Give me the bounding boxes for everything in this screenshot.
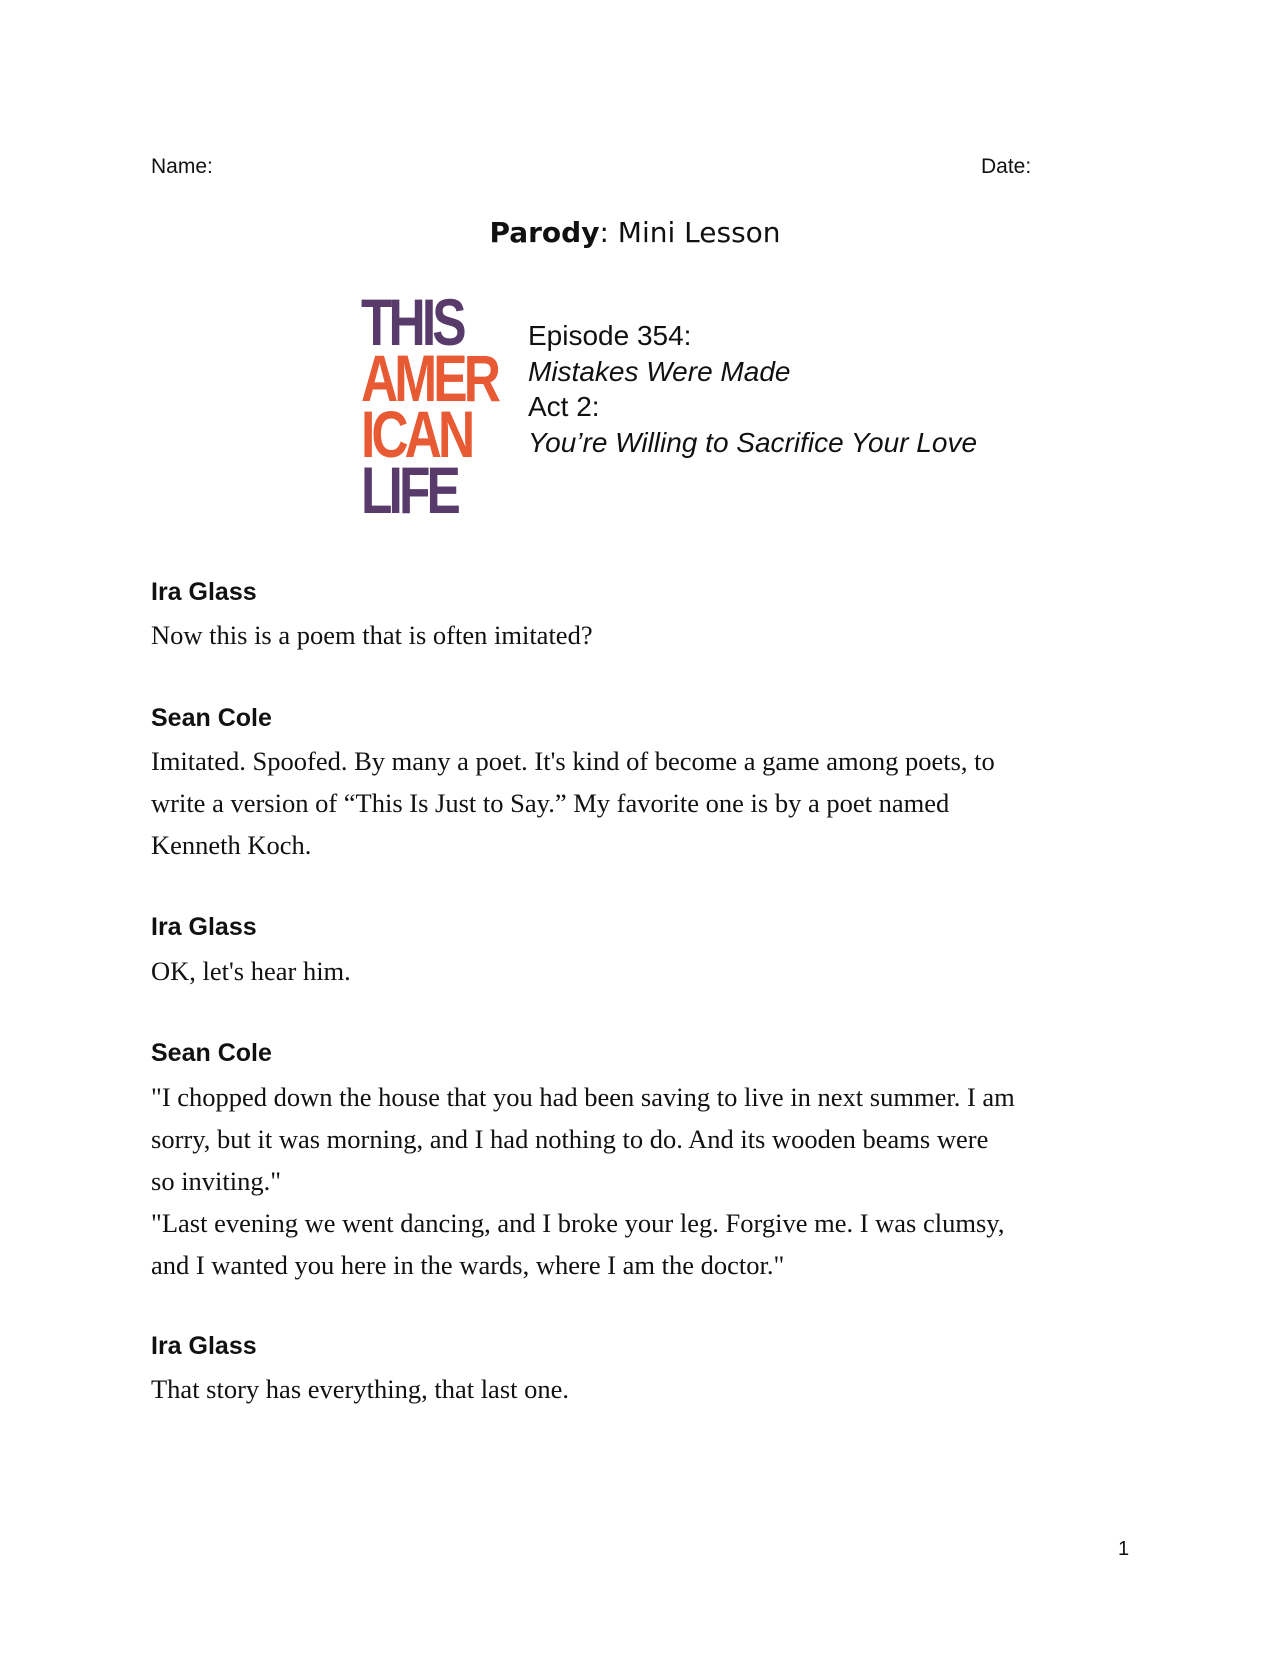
logo-line: THIS	[361, 285, 463, 359]
dialogue-line: so inviting."	[151, 1166, 282, 1196]
logo-line: AMER	[361, 341, 497, 415]
speaker-name: Sean Cole	[151, 704, 272, 732]
page-number: 1	[1118, 1538, 1130, 1560]
act-title: You’re Willing to Sacrifice Your Love	[528, 426, 978, 458]
dialogue-line: "Last evening we went dancing, and I broke your leg. Forgive me. I was clumsy,	[151, 1208, 1005, 1238]
dialogue-line: and I wanted you here in the wards, where I am the doctor."	[151, 1250, 785, 1280]
dialogue-line: "I chopped down the house that you had been saving to live in next summer. I am	[151, 1082, 1015, 1112]
dialogue-line: Imitated. Spoofed. By many a poet. It's kind of become a game among poets, to	[151, 746, 995, 776]
dialogue-line: Kenneth Koch.	[151, 830, 312, 860]
speaker-name: Ira Glass	[151, 913, 257, 941]
episode-title: Mistakes Were Made	[528, 355, 791, 387]
date-label: Date:	[981, 155, 1032, 178]
this-american-life-logo	[361, 285, 497, 527]
dialogue-line: OK, let's hear him.	[151, 956, 351, 986]
name-label: Name:	[151, 155, 213, 178]
logo-line: ICAN	[361, 397, 472, 471]
speaker-name: Ira Glass	[151, 1332, 257, 1360]
title-rest: : Mini Lesson	[599, 216, 781, 249]
logo-line: LIFE	[361, 453, 457, 527]
act-label: Act 2:	[528, 391, 600, 422]
dialogue-line: write a version of “This Is Just to Say.” My favorite one is by a poet named	[151, 788, 950, 818]
speaker-name: Ira Glass	[151, 578, 257, 606]
episode-info	[528, 318, 977, 460]
dialogue-line: sorry, but it was morning, and I had nothing to do. And its wooden beams were	[151, 1124, 989, 1154]
title-bold: Parody	[489, 216, 600, 249]
episode-label: Episode 354:	[528, 320, 692, 351]
dialogue-line: That story has everything, that last one.	[151, 1374, 570, 1404]
speaker-name: Sean Cole	[151, 1039, 272, 1067]
dialogue-line: Now this is a poem that is often imitated?	[151, 620, 593, 650]
page-title	[0, 216, 1270, 249]
